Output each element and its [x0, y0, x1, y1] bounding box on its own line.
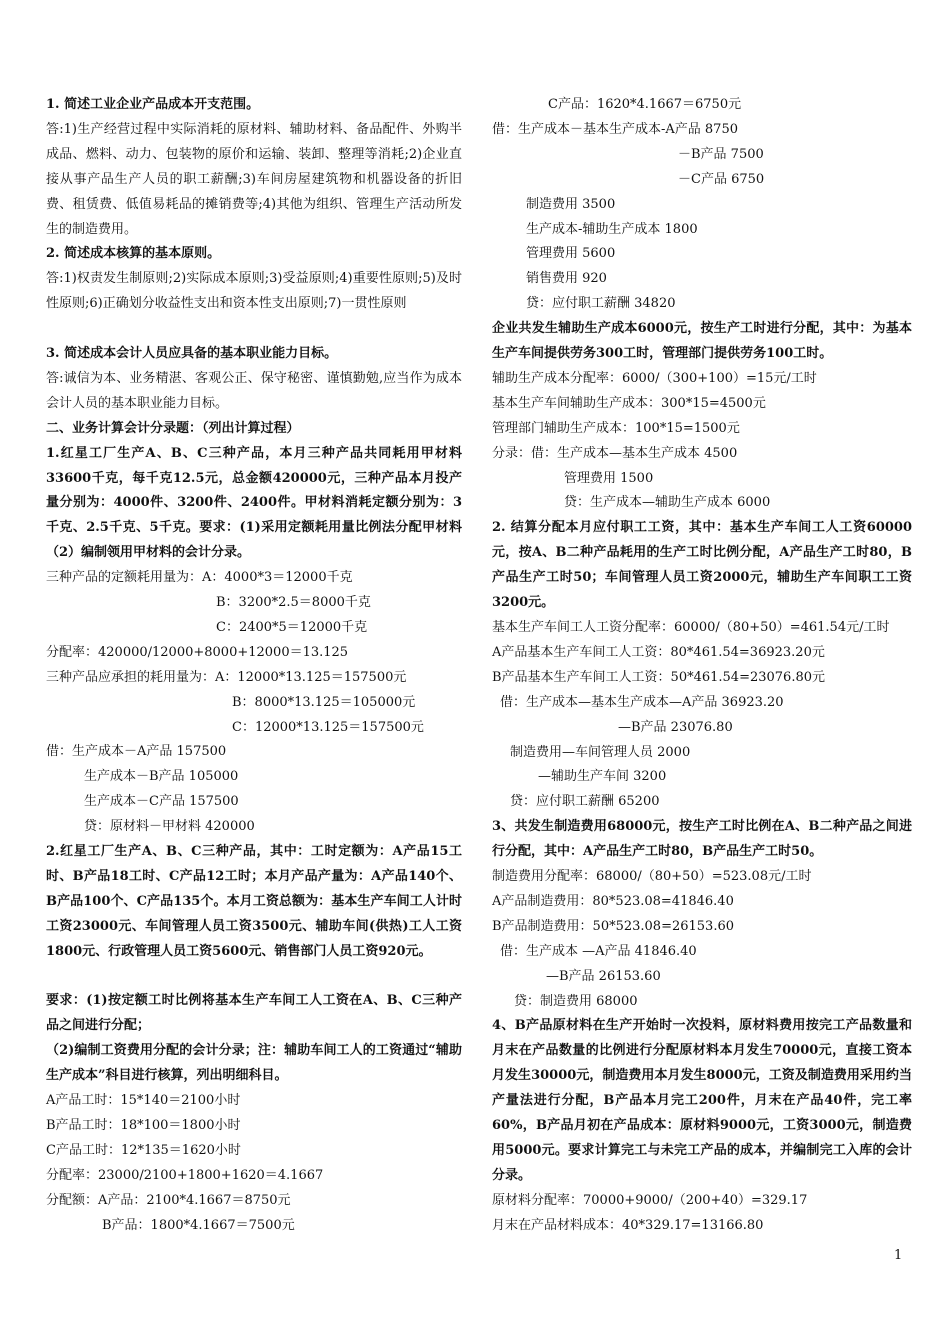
heading-text: 二、业务计算会计分录题：（列出计算过程）	[46, 420, 300, 436]
body-text: 贷：应付职工薪酬 34820	[526, 296, 676, 312]
heading-text: 3. 简述成本会计人员应具备的基本职业能力目标。	[46, 346, 338, 361]
body-text: B产品：1800*4.1667＝7500元	[102, 1217, 295, 1233]
body-text: 制造费用—车间管理人员 2000	[510, 744, 691, 760]
body-text: 贷：应付职工薪酬 65200	[510, 794, 660, 810]
body-text: 辅助生产成本分配率：6000/（300+100）=15元/工时	[492, 370, 817, 386]
heading-text: 1. 简述工业企业产品成本开支范围。	[46, 97, 260, 112]
heading-text: 1.红星工厂生产A、B、C三种产品，本月三种产品共同耗用甲材料33600千克，每千克12.5元，总金额420000元，三种产品本月投产量分别为：4000件、3200件、2400件。甲材料消耗定额分别为：3千克、2.5千克、5千克。要求：(1)采用定额耗用量比例法分配甲材料 （2）编制领用甲材料的会计分录。	[46, 445, 462, 561]
heading-text: 2. 结算分配本月应付职工工资，其中：基本生产车间工人工资60000元，按A、B二种产品耗用的生产工时比例分配，A产品生产工时80，B产品生产工时50；车间管理人员工资2000元，辅助生产车间职工工资3200元。	[492, 520, 912, 611]
right-column	[492, 93, 912, 1239]
body-text: B产品基本生产车间工人工资：50*461.54=23076.80元	[492, 669, 826, 685]
body-text: －B产品 7500	[678, 146, 764, 162]
body-text: 管理费用 5600	[526, 246, 616, 262]
body-text: －C产品 6750	[678, 171, 765, 187]
body-text: C：12000*13.125＝157500元	[232, 719, 424, 735]
heading-text: 3、共发生制造费用68000元，按生产工时比例在A、B二种产品之间进行分配，其中：A产品生产工时80，B产品生产工时50。	[492, 819, 912, 860]
body-text: 基本生产车间工人工资分配率：60000/（80+50）=461.54元/工时	[492, 619, 890, 635]
body-text: 分录：借：生产成本—基本生产成本 4500	[492, 445, 738, 461]
body-text: 管理费用 1500	[564, 470, 654, 486]
heading-text: 要求：(1)按定额工时比例将基本生产车间工人工资在A、B、C三种产品之间进行分配；	[46, 993, 462, 1034]
body-text: A产品基本生产车间工人工资：80*461.54=36923.20元	[492, 644, 825, 660]
heading-text: 企业共发生辅助生产成本6000元，按生产工时进行分配，其中：为基本生产车间提供劳务300工时，管理部门提供劳务100工时。	[492, 321, 912, 362]
body-text: B产品制造费用：50*523.08=26153.60	[492, 918, 735, 934]
page-number: 1	[894, 1248, 903, 1263]
body-text: B产品工时：18*100＝1800小时	[46, 1117, 241, 1133]
body-text: 三种产品应承担的耗用量为：A：12000*13.125＝157500元	[46, 669, 407, 685]
body-text: B：8000*13.125＝105000元	[232, 694, 416, 710]
body-text: 答:1)生产经营过程中实际消耗的原材料、辅助材料、备品配件、外购半成品、燃料、动力、包装物的原价和运输、装卸、整理等消耗;2)企业直接从事产品生产人员的职工薪酬;3)车间房屋建筑物和机器设备的折旧费、租赁费、低值易耗品的摊销费等;4)其他为组织、管理生产活动所发生的制造费用。	[46, 121, 462, 237]
body-text: 生产成本－C产品 157500	[84, 794, 239, 810]
body-text: —辅助生产车间 3200	[538, 769, 667, 785]
body-text: —B产品 23076.80	[618, 719, 733, 735]
body-text: 答:诚信为本、业务精湛、客观公正、保守秘密、谨慎勤勉,应当作为成本会计人员的基本职业能力目标。	[46, 370, 462, 411]
body-text: 借：生产成本－基本生产成本-A产品 8750	[492, 121, 738, 137]
body-text: —B产品 26153.60	[546, 968, 661, 984]
body-text: B：3200*2.5＝8000千克	[216, 595, 371, 611]
body-text: C产品：1620*4.1667＝6750元	[548, 97, 742, 112]
body-text: C产品工时：12*135＝1620小时	[46, 1142, 241, 1158]
heading-text: 2.红星工厂生产A、B、C三种产品，其中：工时定额为：A产品15工时、B产品18工时、C产品12工时；本月产品产量为：A产品140个、B产品100个、C产品135个。本月工资总额为：基本生产车间工人计时工资23000元、车间管理人员工资3500元、辅助车间(供热)工人工资1800元、行政管理人员工资5600元、销售部门人员工资920元。	[46, 844, 462, 959]
body-text: 销售费用 920	[526, 271, 607, 287]
body-text: 贷：制造费用 68000	[514, 993, 638, 1009]
body-text: 分配率：23000/2100+1800+1620＝4.1667	[46, 1167, 324, 1183]
body-text: 原材料分配率：70000+9000/（200+40）=329.17	[492, 1192, 808, 1208]
body-text: A产品工时：15*140＝2100小时	[46, 1093, 241, 1109]
body-text: 管理部门辅助生产成本：100*15=1500元	[492, 420, 740, 436]
body-text: 分配额：A产品：2100*4.1667＝8750元	[46, 1192, 291, 1208]
body-text: 借：生产成本—基本生产成本—A产品 36923.20	[500, 694, 784, 710]
left-column	[46, 93, 462, 1239]
heading-text: 4、B产品原材料在生产开始时一次投料，原材料费用按完工产品数量和月末在产品数量的比例进行分配原材料本月发生70000元，直接工资本月发生30000元，制造费用本月发生8000元，工资及制造费用采用约当产量法进行分配，B产品本月完工200件，月末在产品40件，完工率60%，B产品月初在产品成本：原材料9000元，工资3000元，制造费用5000元。要求计算完工与未完工产品的成本，并编制完工入库的会计分录。	[492, 1018, 912, 1183]
body-text: 三种产品的定额耗用量为：A：4000*3＝12000千克	[46, 570, 353, 586]
body-text: 制造费用 3500	[526, 196, 616, 212]
body-text: 借：生产成本 —A产品 41846.40	[500, 943, 697, 959]
body-text: 贷：生产成本—辅助生产成本 6000	[564, 495, 771, 511]
heading-text: （2)编制工资费用分配的会计分录；注：辅助车间工人的工资通过“辅助生产成本”科目进行核算，列出明细科目。	[46, 1043, 462, 1084]
body-text: 生产成本－B产品 105000	[84, 769, 239, 785]
body-text: 答:1)权责发生制原则;2)实际成本原则;3)受益原则;4)重要性原则;5)及时性原则;6)正确划分收益性支出和资本性支出原则;7)一贯性原则	[46, 271, 462, 312]
body-text: 生产成本-辅助生产成本 1800	[526, 221, 698, 237]
body-text: 借：生产成本－A产品 157500	[46, 744, 227, 760]
body-text: 分配率：420000/12000+8000+12000＝13.125	[46, 644, 349, 660]
body-text: A产品制造费用：80*523.08=41846.40	[492, 893, 734, 909]
body-text: 贷：原材料－甲材料 420000	[84, 819, 255, 835]
body-text: 基本生产车间辅助生产成本：300*15=4500元	[492, 395, 766, 411]
body-text: 月末在产品材料成本：40*329.17=13166.80	[492, 1217, 764, 1233]
body-text: C：2400*5＝12000千克	[216, 619, 368, 635]
body-text: 制造费用分配率：68000/（80+50）=523.08元/工时	[492, 869, 812, 885]
heading-text: 2. 简述成本核算的基本原则。	[46, 246, 221, 262]
